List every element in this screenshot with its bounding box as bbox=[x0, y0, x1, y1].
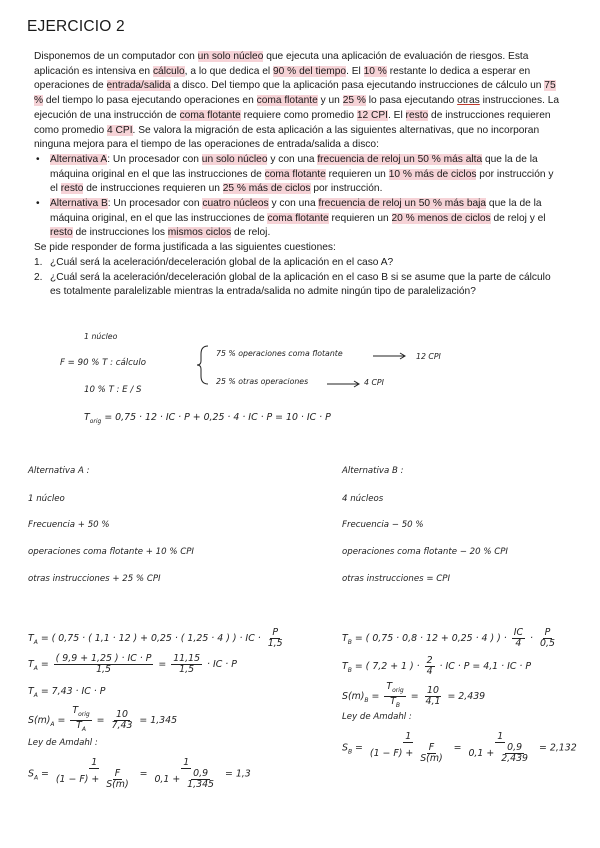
question-intro: Se pide responder de forma justificada a las siguientes cuestiones: bbox=[34, 242, 336, 254]
note-calc: F = 90 % T : cálculo bbox=[60, 358, 146, 368]
alt-a-line: otras instrucciones + 25 % CPI bbox=[28, 574, 161, 584]
alternative-b: • Alternativa B: Un procesador con cuatro núcleos y con una frecuencia de reloj un 50 % más baja que la de la máquina original, en el que las instrucciones de coma flotante requieren un 20 % menos de ciclos de reloj y el resto de instrucciones los mismos ciclos de reloj. bbox=[50, 197, 564, 241]
alt-a-line: operaciones coma flotante + 10 % CPI bbox=[28, 547, 194, 557]
highlight: entrada/salida bbox=[106, 80, 171, 92]
brace-icon bbox=[196, 344, 210, 386]
arrow-icon bbox=[372, 352, 408, 360]
alternative-a: • Alternativa A: Un procesador con un solo núcleo y con una frecuencia de reloj un 50 % más alta que la de la máquina original en el que las instrucciones de coma flotante requieren un 10 % más de ciclos por instrucción y el resto de instrucciones requieren un 25 % más de ciclos por instrucción. bbox=[50, 153, 564, 197]
highlight: cálculo bbox=[152, 65, 185, 77]
alt-b-line: 4 núcleos bbox=[342, 494, 384, 504]
alt-b-heading: Alternativa B : bbox=[342, 466, 404, 476]
calc-tb-2: $T_B$ = ( 7,2 + 1 ) · $\frac{2}{4}$ · IC · P = 4,1 · IC · P bbox=[342, 655, 531, 677]
amdahl-heading-a: Ley de Amdahl : bbox=[28, 738, 98, 748]
alt-b-line: operaciones coma flotante − 20 % CPI bbox=[342, 547, 508, 557]
alt-b-line: Frecuencia − 50 % bbox=[342, 520, 424, 530]
calc-sb-speedup: $S(m)_B$ = $\frac{T_{orig}}{T_B}$ = $\frac{10}{4,1}$ = 2,439 bbox=[342, 681, 486, 709]
alt-b-line: otras instrucciones = CPI bbox=[342, 574, 450, 584]
calc-ta-2: $T_A$ = $\frac{( 9,9 + 1,25 ) \cdot IC \cdot P}{1,5}$ = $\frac{11,15}{1,5}$ · IC · P bbox=[28, 653, 237, 675]
highlight: 12 CPI bbox=[356, 109, 388, 121]
calc-sa-amdahl: $S_A$ = 1 (1 − F) + $\frac{F}{S(m)}$ = 1 0,1 + $\frac{0,9}{1,345}$ = 1,3 bbox=[28, 757, 251, 790]
note-core: 1 núcleo bbox=[84, 332, 118, 341]
questions-list bbox=[34, 256, 564, 300]
note-other: 25 % otras operaciones bbox=[216, 377, 309, 386]
calc-sb-amdahl: $S_B$ = 1 (1 − F) + $\frac{F}{S(m)}$ = 1 0,1 + $\frac{0,9}{2,439}$ = 2,132 bbox=[342, 731, 577, 764]
note-fp-cpi: 12 CPI bbox=[416, 352, 441, 361]
highlight: un solo núcleo bbox=[197, 51, 264, 62]
alternatives-list bbox=[34, 153, 564, 241]
alt-a-line: Frecuencia + 50 % bbox=[28, 520, 110, 530]
highlight: 10 % bbox=[363, 65, 387, 77]
highlight: coma flotante bbox=[179, 109, 241, 121]
calc-ta-1: $T_A$ = ( 0,75 · ( 1,1 · 12 ) + 0,25 · ( 1,25 · 4 ) ) · IC · $\frac{P}{1,5}$ bbox=[28, 627, 283, 649]
note-torig: $T_{orig} = 0,75 \cdot 12$ · IC · P + 0,25 · 4 · IC · P = 10 · IC · P bbox=[84, 412, 331, 425]
calc-sa-speedup: $S(m)_A$ = $\frac{T_{orig}}{T_A}$ = $\frac{10}{7,43}$ = 1,345 bbox=[28, 705, 178, 733]
alt-a-line: 1 núcleo bbox=[28, 494, 65, 504]
question-2: 2. ¿Cuál será la aceleración/deceleración global de la aplicación en el caso B si se asume que la parte de cálculo es totalmente paralelizable mientras la entrada/salida no admite ningún tipo de paralelización? bbox=[34, 271, 551, 298]
highlight: 75 % bbox=[34, 80, 556, 107]
note-io: 10 % T : E / S bbox=[84, 385, 142, 395]
exercise-title: EJERCICIO 2 bbox=[27, 18, 125, 35]
highlight: coma flotante bbox=[256, 95, 318, 107]
highlight: resto bbox=[405, 109, 429, 121]
amdahl-heading-b: Ley de Amdahl : bbox=[342, 712, 412, 722]
highlight: 25 % bbox=[342, 95, 366, 107]
highlight: 4 CPI bbox=[107, 124, 133, 136]
note-fp: 75 % operaciones coma flotante bbox=[216, 349, 343, 358]
alt-a-heading: Alternativa A : bbox=[28, 466, 90, 476]
arrow-icon bbox=[326, 380, 362, 388]
statement-paragraph: Disponemos de un computador con un solo núcleo que ejecuta una aplicación de evaluación de riesgos. Esta aplicación es intensiva en cálculo, a lo que dedica el 90 % del tiempo. El 10 % restante lo dedica a esperar en operaciones de entrada/salida a disco. Del tiempo que la aplicación pasa ejecutando instrucciones de cálculo un 75 % del tiempo lo pasa ejecutando operaciones en coma flotante y un 25 % lo pasa ejecutando otras instrucciones. La ejecución de una instrucción de coma flotante requiere como promedio 12 CPI. El resto de instrucciones requieren como promedio 4 CPI. Se valora la migración de esta aplicación a las siguientes alternativas, que no incorporan ninguna mejora para el tiempo de las operaciones de entrada/salida a disco: bbox=[34, 51, 560, 151]
question-1: 1. ¿Cuál será la aceleración/deceleración global de la aplicación en el caso A? bbox=[34, 256, 394, 268]
underline: otras bbox=[457, 95, 480, 107]
problem-statement bbox=[34, 50, 564, 300]
note-other-cpi: 4 CPI bbox=[364, 378, 384, 387]
calc-ta-3: $T_A = 7,43$ · IC · P bbox=[28, 686, 106, 699]
highlight: 90 % del tiempo bbox=[273, 65, 347, 77]
calc-tb-1: $T_B$ = ( 0,75 · 0,8 · 12 + 0,25 · 4 ) ) · $\frac{IC}{4}$ · $\frac{P}{0,5}$ bbox=[342, 627, 555, 649]
